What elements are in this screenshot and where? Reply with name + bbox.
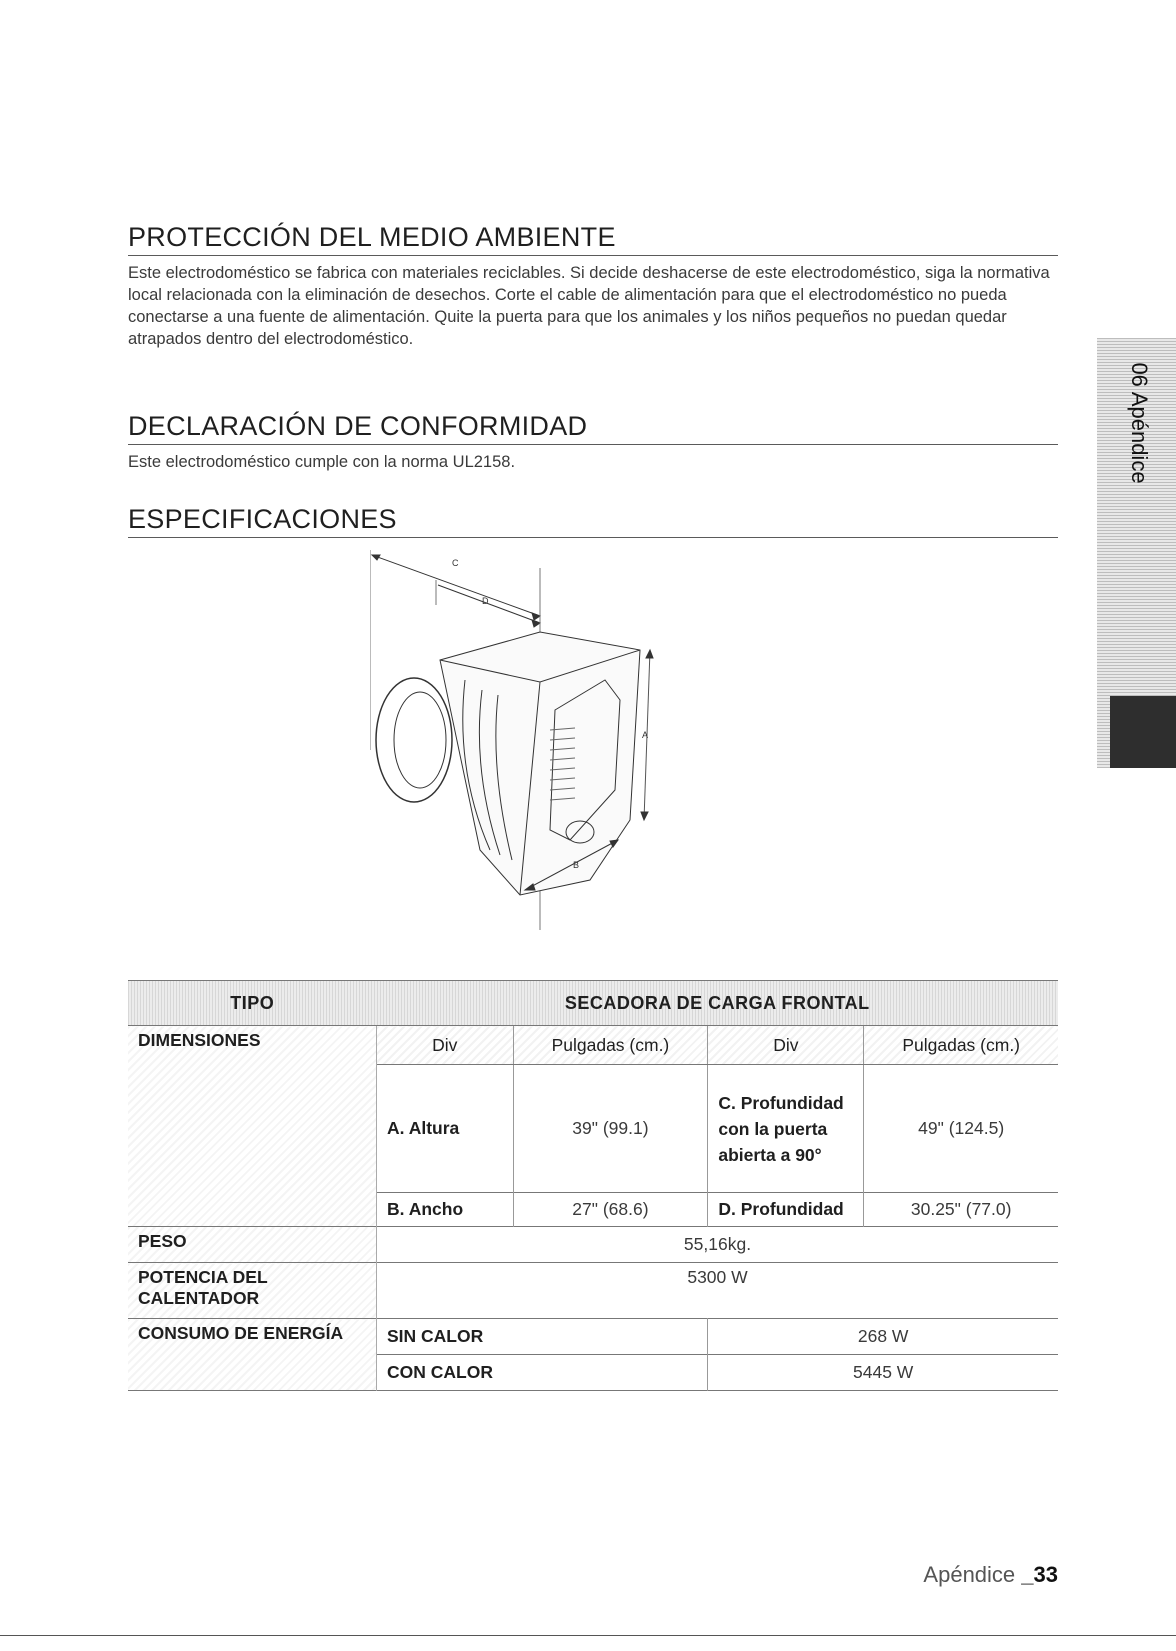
page-number: _33 [1021, 1562, 1058, 1587]
dryer-dimension-diagram [370, 550, 710, 960]
dim-c-label: C. Profundidad con la puerta abierta a 90° [708, 1065, 864, 1193]
environment-title: PROTECCIÓN DEL MEDIO AMBIENTE [128, 222, 1058, 256]
dim-a-label: A. Altura [387, 1118, 460, 1138]
dim-c-value: 49" (124.5) [864, 1065, 1058, 1193]
chapter-tab-marker [1110, 696, 1176, 768]
heat-label: CON CALOR [387, 1362, 493, 1382]
dim-d-value: 30.25" (77.0) [864, 1193, 1058, 1227]
dim-d-label: D. Profundidad [708, 1193, 864, 1227]
tipo-value-header: SECADORA DE CARGA FRONTAL [377, 981, 1059, 1026]
dimensions-subheader-row [128, 1026, 1058, 1065]
label-a: A [642, 730, 649, 740]
pulgadas-header-2: Pulgadas (cm.) [864, 1026, 1058, 1065]
table-header-row [128, 981, 1058, 1026]
dim-a-value: 39" (99.1) [513, 1065, 708, 1193]
section-specifications [128, 504, 1058, 538]
label-b: B [573, 860, 580, 870]
page-footer [923, 1562, 1058, 1588]
heat-value: 5445 W [708, 1355, 1058, 1391]
energy-row-no-heat [128, 1319, 1058, 1355]
declaration-text: Este electrodoméstico cumple con la norma UL2158. [128, 453, 516, 471]
heater-power-row [128, 1263, 1058, 1319]
label-d: D [482, 596, 489, 606]
declaration-title: DECLARACIÓN DE CONFORMIDAD [128, 411, 1058, 445]
heater-power-value: 5300 W [687, 1267, 748, 1287]
section-environment [128, 222, 1058, 350]
bottom-rule [0, 1635, 1176, 1636]
environment-text: Este electrodoméstico se fabrica con materiales reciclables. Si decide deshacerse de este electrodoméstico, siga la normativa local relacionada con la eliminación de desechos. Corte el cable de alimentación para que el electrodoméstico no pueda conectarse a una fuente de alimentación. Quite la puerta para que los animales y los niños pequeños no puedan quedar atrapados dentro del electrodoméstico. [128, 264, 1050, 348]
heater-power-label: POTENCIA DEL CALENTADOR [128, 1263, 377, 1319]
section-declaration [128, 411, 1058, 473]
div-header-1: Div [377, 1026, 514, 1065]
div-header-2: Div [708, 1026, 864, 1065]
tipo-header: TIPO [128, 981, 377, 1026]
label-c: C [452, 558, 459, 568]
footer-section: Apéndice [923, 1562, 1022, 1587]
no-heat-value: 268 W [708, 1319, 1058, 1355]
specifications-title: ESPECIFICACIONES [128, 504, 1058, 538]
chapter-tab-label: 06 Apéndice [1127, 362, 1152, 484]
chapter-side-tab [1097, 338, 1176, 768]
dim-b-label: B. Ancho [387, 1199, 464, 1219]
weight-row [128, 1227, 1058, 1263]
dimensions-label: DIMENSIONES [128, 1026, 377, 1227]
dim-b-value: 27" (68.6) [513, 1193, 708, 1227]
weight-value: 55,16kg. [683, 1234, 752, 1254]
no-heat-label: SIN CALOR [387, 1326, 484, 1346]
specifications-table [128, 980, 1058, 1391]
weight-label: PESO [128, 1227, 377, 1263]
pulgadas-header-1: Pulgadas (cm.) [513, 1026, 708, 1065]
energy-label: CONSUMO DE ENERGÍA [128, 1319, 377, 1391]
